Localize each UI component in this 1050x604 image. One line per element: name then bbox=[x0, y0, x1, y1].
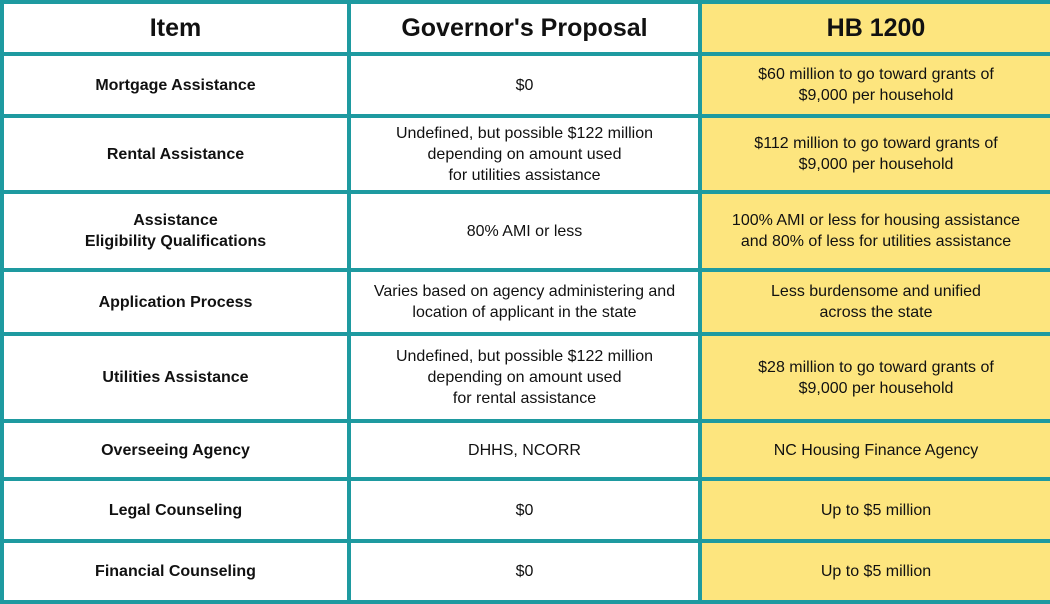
table-row bbox=[2, 54, 1050, 116]
item-cell: Rental Assistance bbox=[2, 116, 349, 192]
table-row bbox=[2, 116, 1050, 192]
item-cell: Application Process bbox=[2, 270, 349, 334]
governor-cell: Undefined, but possible $122 million depending on amount used for rental assistance bbox=[349, 334, 700, 421]
item-cell: Legal Counseling bbox=[2, 479, 349, 541]
header-item: Item bbox=[2, 2, 349, 54]
governor-cell: DHHS, NCORR bbox=[349, 421, 700, 479]
table-row bbox=[2, 541, 1050, 602]
table-row bbox=[2, 479, 1050, 541]
hb1200-cell: $112 million to go toward grants of $9,000 per household bbox=[700, 116, 1050, 192]
hb1200-cell: $60 million to go toward grants of $9,000 per household bbox=[700, 54, 1050, 116]
item-cell: Overseeing Agency bbox=[2, 421, 349, 479]
hb1200-cell: Up to $5 million bbox=[700, 541, 1050, 602]
governor-cell: Undefined, but possible $122 million depending on amount used for utilities assistance bbox=[349, 116, 700, 192]
governor-cell: $0 bbox=[349, 479, 700, 541]
table-row bbox=[2, 270, 1050, 334]
header-hb1200: HB 1200 bbox=[700, 2, 1050, 54]
hb1200-cell: Less burdensome and unified across the state bbox=[700, 270, 1050, 334]
header-governors-proposal: Governor's Proposal bbox=[349, 2, 700, 54]
governor-cell: Varies based on agency administering and location of applicant in the state bbox=[349, 270, 700, 334]
hb1200-cell: NC Housing Finance Agency bbox=[700, 421, 1050, 479]
table-row bbox=[2, 192, 1050, 270]
header-row bbox=[2, 2, 1050, 54]
item-cell: Financial Counseling bbox=[2, 541, 349, 602]
hb1200-cell: 100% AMI or less for housing assistance and 80% of less for utilities assistance bbox=[700, 192, 1050, 270]
governor-cell: 80% AMI or less bbox=[349, 192, 700, 270]
item-cell: Utilities Assistance bbox=[2, 334, 349, 421]
hb1200-cell: Up to $5 million bbox=[700, 479, 1050, 541]
item-cell: Assistance Eligibility Qualifications bbox=[2, 192, 349, 270]
table-row bbox=[2, 334, 1050, 421]
table-row bbox=[2, 421, 1050, 479]
governor-cell: $0 bbox=[349, 54, 700, 116]
governor-cell: $0 bbox=[349, 541, 700, 602]
item-cell: Mortgage Assistance bbox=[2, 54, 349, 116]
hb1200-cell: $28 million to go toward grants of $9,000 per household bbox=[700, 334, 1050, 421]
